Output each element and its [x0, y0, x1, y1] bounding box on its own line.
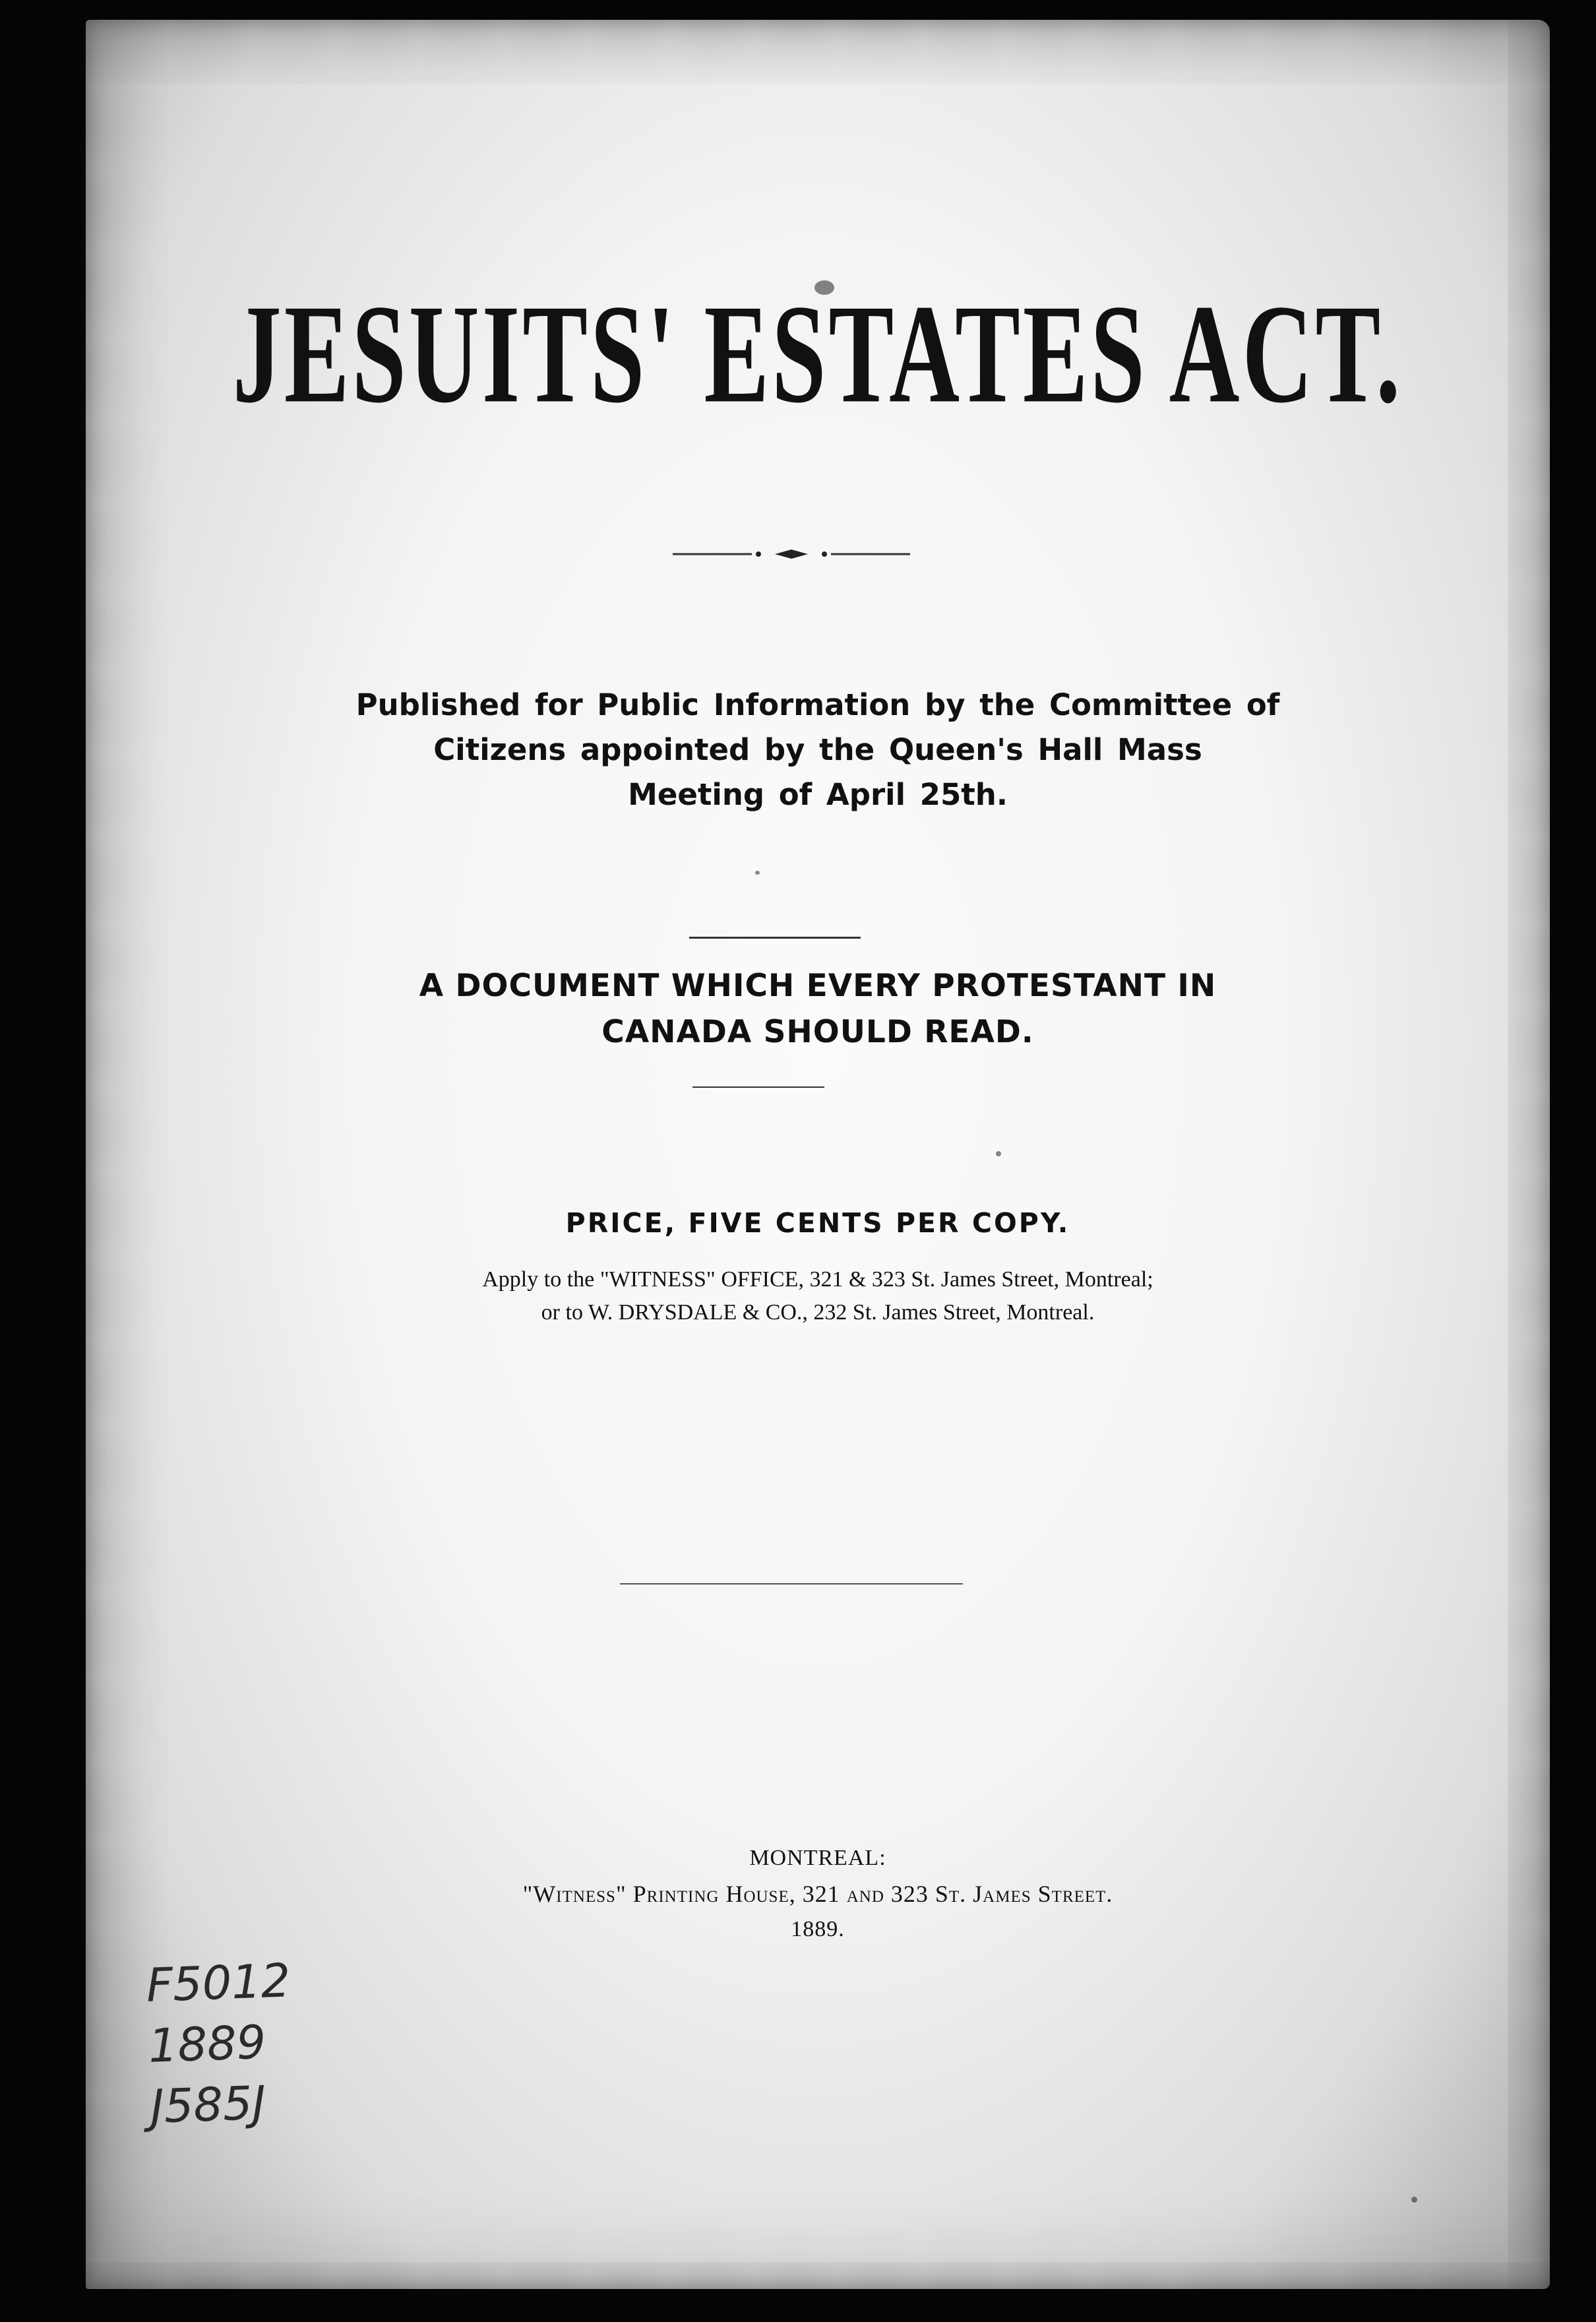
call-number-line: J585J [149, 2075, 267, 2134]
imprint-city: MONTREAL: [749, 1846, 886, 1870]
call-number-line: 1889 [147, 2015, 267, 2073]
divider-rule [620, 1583, 963, 1585]
divider-rule [689, 937, 861, 939]
subtitle-line: Citizens appointed by the Queen's Hall Mass [433, 732, 1202, 767]
subtitle-block [86, 683, 1550, 817]
ink-speck [755, 871, 760, 875]
callout-line: A DOCUMENT WHICH EVERY PROTESTANT IN [419, 968, 1217, 1004]
imprint-printer: "Witness" Printing House, 321 and 323 St. James Street. [522, 1881, 1113, 1907]
apply-line: or to W. DRYSDALE & CO., 232 St. James Street, Montreal. [541, 1300, 1095, 1325]
handwritten-call-number [145, 1950, 295, 2137]
call-number-line: F5012 [145, 1953, 292, 2013]
imprint-year: 1889. [791, 1917, 845, 1941]
apply-block [86, 1263, 1550, 1329]
ornament-divider [86, 548, 1550, 561]
paper-sheet [86, 20, 1550, 2289]
callout-block [86, 963, 1550, 1055]
ink-speck [1411, 2197, 1417, 2203]
subtitle-line: Published for Public Information by the Committee of [355, 687, 1280, 722]
apply-line: Apply to the "WITNESS" OFFICE, 321 & 323 St. James Street, Montreal; [482, 1267, 1153, 1292]
divider-rule [692, 1086, 824, 1088]
ink-speck [996, 1151, 1001, 1156]
callout-line: CANADA SHOULD READ. [601, 1014, 1034, 1050]
imprint-block [86, 1840, 1550, 1947]
document-title: JESUITS' ESTATES ACT. [232, 276, 1403, 433]
price-line: PRICE, FIVE CENTS PER COPY. [565, 1207, 1070, 1239]
subtitle-line: Meeting of April 25th. [628, 777, 1008, 812]
